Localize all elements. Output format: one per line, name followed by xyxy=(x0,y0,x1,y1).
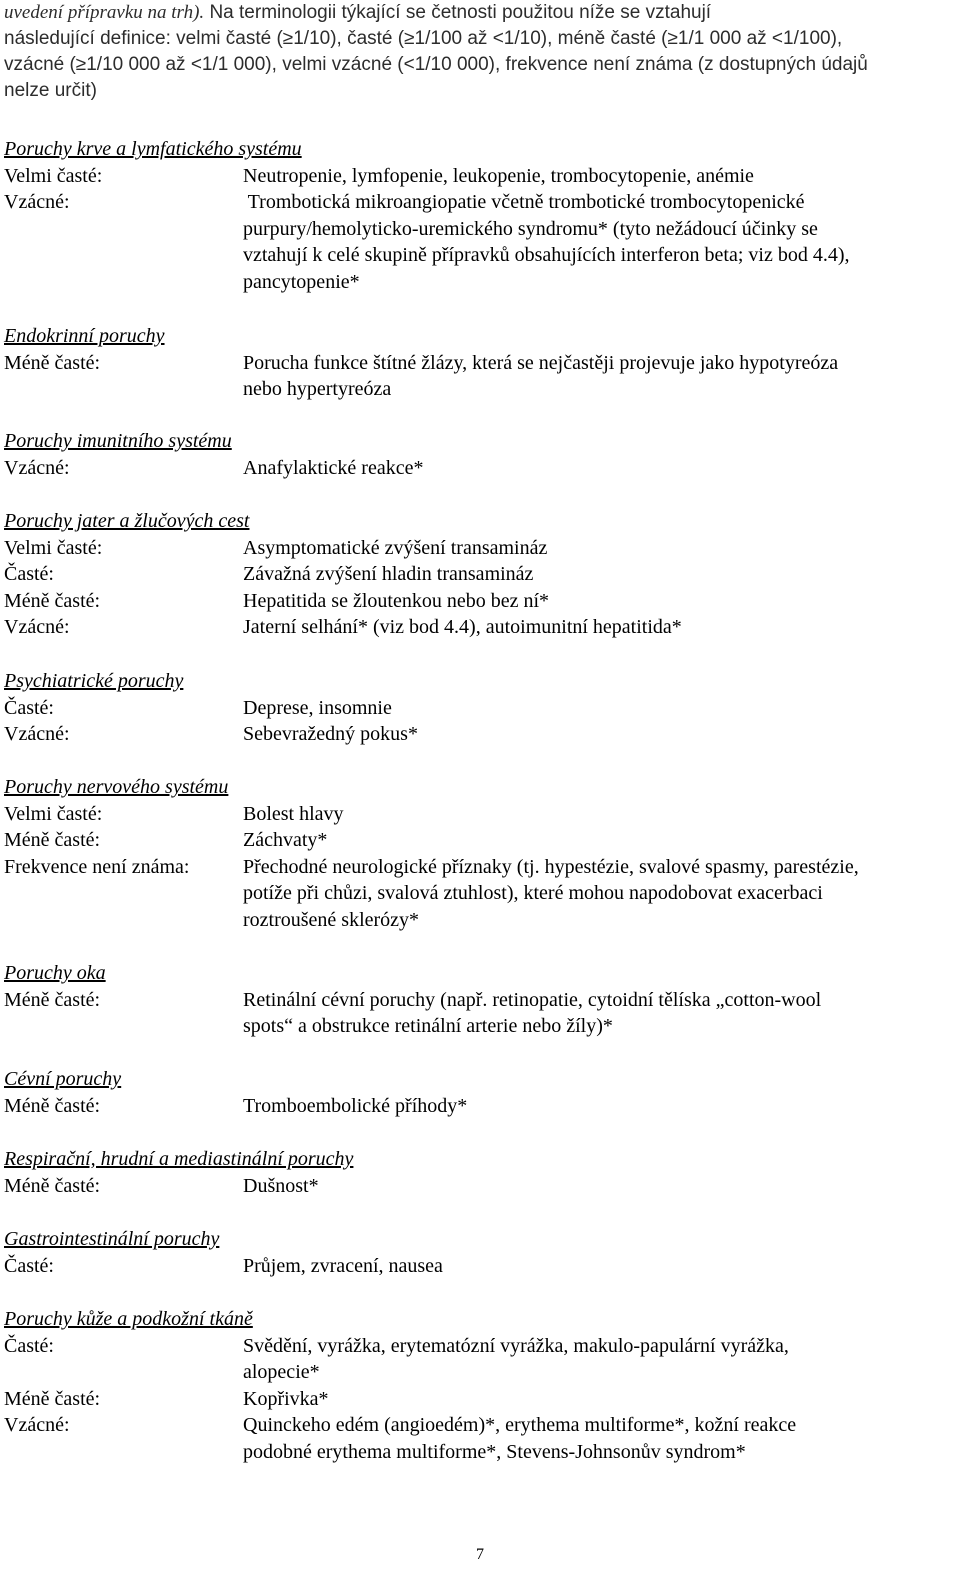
text-line: Deprese, insomnie xyxy=(243,696,392,719)
section-title: Poruchy oka xyxy=(4,962,106,984)
section-title: Cévní poruchy xyxy=(4,1068,122,1090)
page-number: 7 xyxy=(476,1546,484,1563)
frequency-row xyxy=(4,1173,956,1200)
text-line: Přechodné neurologické příznaky (tj. hypestézie, svalové spasmy, parestézie, xyxy=(243,855,859,878)
section-7 xyxy=(4,1066,956,1119)
frequency-label: Velmi časté: xyxy=(4,802,103,825)
frequency-row xyxy=(4,350,956,403)
text-line: spots“ a obstrukce retinální arterie nebo žíly)* xyxy=(243,1015,613,1037)
adverse-effects-text xyxy=(243,1253,956,1280)
frequency-row xyxy=(4,987,956,1040)
text-line: Závažná zvýšení hladin transamináz xyxy=(243,563,534,585)
intro-italic-start: uvedení přípravku na trh). xyxy=(4,2,205,23)
frequency-label: Časté: xyxy=(4,1334,54,1357)
adverse-effects-text xyxy=(243,1173,956,1200)
document-page xyxy=(4,0,956,104)
frequency-row xyxy=(4,189,956,295)
text-line: Quinckeho edém (angioedém)*, erythema multiforme*, kožní reakce xyxy=(243,1414,797,1436)
frequency-row xyxy=(4,1333,956,1386)
section-title: Respirační, hrudní a mediastinální poruchy xyxy=(4,1148,354,1170)
frequency-row xyxy=(4,721,956,748)
frequency-label: Vzácné: xyxy=(4,723,70,745)
frequency-label: Časté: xyxy=(4,563,54,585)
section-title: Poruchy krve a lymfatického systému xyxy=(4,138,302,160)
text-line: Dušnost* xyxy=(243,1174,319,1197)
section-1 xyxy=(4,323,956,403)
section-title: Poruchy jater a žlučových cest xyxy=(4,510,250,532)
frequency-label: Méně časté: xyxy=(4,589,101,612)
adverse-effects-text xyxy=(243,1386,956,1413)
frequency-row xyxy=(4,827,956,854)
section-6 xyxy=(4,960,956,1040)
text-line: vztahují k celé skupině přípravků obsahujících interferon beta; viz bod 4.4), xyxy=(243,244,850,266)
text-line: Bolest hlavy xyxy=(243,802,344,825)
frequency-label: Méně časté: xyxy=(4,351,101,374)
intro-line-1: Na terminologii týkající se četnosti použitou níže se vztahují xyxy=(204,2,712,23)
frequency-row xyxy=(4,535,956,562)
adverse-effects-text xyxy=(243,1412,956,1465)
section-title: Poruchy nervového systému xyxy=(4,776,229,798)
text-line: purpury/hemolyticko-uremického syndromu* (tyto nežádoucí účinky se xyxy=(243,217,818,240)
section-5 xyxy=(4,774,956,933)
section-9 xyxy=(4,1226,956,1279)
adverse-effects-text xyxy=(243,614,956,641)
text-line: Kopřivka* xyxy=(243,1387,329,1410)
section-title: Poruchy imunitního systému xyxy=(4,430,232,452)
frequency-label: Méně časté: xyxy=(4,988,101,1011)
adverse-effects-text xyxy=(243,1093,956,1120)
frequency-row xyxy=(4,1253,956,1280)
text-line: Hepatitida se žloutenkou nebo bez ní* xyxy=(243,589,550,612)
frequency-row xyxy=(4,1386,956,1413)
adverse-effects-text xyxy=(243,854,956,934)
frequency-label: Méně časté: xyxy=(4,1174,101,1197)
intro-line-3: vzácné (≥1/10 000 až <1/1 000), velmi vzácné (<1/10 000), frekvence není známa (z dostupných údajů xyxy=(4,54,868,75)
frequency-label: Velmi časté: xyxy=(4,164,103,187)
frequency-label: Časté: xyxy=(4,696,54,719)
frequency-label: Méně časté: xyxy=(4,1094,101,1117)
text-line: podobné erythema multiforme*, Stevens-Johnsonův syndrom* xyxy=(243,1440,746,1463)
adverse-effects-text xyxy=(243,455,956,482)
text-line: Jaterní selhání* (viz bod 4.4), autoimunitní hepatitida* xyxy=(243,616,682,638)
adverse-effects-text xyxy=(243,163,956,190)
frequency-row xyxy=(4,455,956,482)
text-line: Asymptomatické zvýšení transamináz xyxy=(243,536,548,559)
text-line: Průjem, zvracení, nausea xyxy=(243,1254,443,1277)
text-line: potíže při chůzi, svalová ztuhlost), které mohou napodobovat exacerbaci xyxy=(243,882,823,904)
section-10 xyxy=(4,1306,956,1465)
frequency-label: Vzácné: xyxy=(4,456,70,479)
text-line: Sebevražedný pokus* xyxy=(243,723,418,745)
adverse-effects-text xyxy=(243,827,956,854)
adverse-effects-text xyxy=(243,350,956,403)
frequency-label: Vzácné: xyxy=(4,1414,70,1436)
adverse-effects-text xyxy=(243,561,956,588)
frequency-label: Méně časté: xyxy=(4,829,101,851)
intro-line-2: následující definice: velmi časté (≥1/10), časté (≥1/100 až <1/10), méně časté (≥1/1 000 až <1/100), xyxy=(4,28,843,49)
adverse-effects-text xyxy=(243,695,956,722)
adverse-effects-text xyxy=(243,987,956,1040)
section-title: Psychiatrické poruchy xyxy=(4,670,184,692)
intro-line-4: nelze určit) xyxy=(4,80,97,101)
frequency-label: Velmi časté: xyxy=(4,536,103,559)
frequency-row xyxy=(4,163,956,190)
section-4 xyxy=(4,668,956,748)
section-title: Poruchy kůže a podkožní tkáně xyxy=(4,1308,253,1330)
text-line: Trombotická mikroangiopatie včetně trombotické trombocytopenické xyxy=(243,191,805,213)
frequency-row xyxy=(4,561,956,588)
text-line: Záchvaty* xyxy=(243,829,328,851)
text-line: Neutropenie, lymfopenie, leukopenie, trombocytopenie, anémie xyxy=(243,164,754,187)
text-line: roztroušené sklerózy* xyxy=(243,908,420,931)
adverse-effects-text xyxy=(243,1333,956,1386)
intro-paragraph xyxy=(4,0,956,104)
frequency-label: Vzácné: xyxy=(4,191,70,213)
frequency-row xyxy=(4,588,956,615)
text-line: Tromboembolické příhody* xyxy=(243,1094,468,1117)
text-line: alopecie* xyxy=(243,1361,320,1383)
text-line: pancytopenie* xyxy=(243,270,360,293)
frequency-label: Frekvence není známa: xyxy=(4,855,190,878)
adverse-effects-text xyxy=(243,189,956,295)
section-0 xyxy=(4,136,956,295)
section-3 xyxy=(4,508,956,641)
frequency-label: Méně časté: xyxy=(4,1387,101,1410)
section-title: Endokrinní poruchy xyxy=(4,325,165,347)
text-line: Anafylaktické reakce* xyxy=(243,456,424,479)
frequency-row xyxy=(4,695,956,722)
text-line: Retinální cévní poruchy (např. retinopatie, cytoidní tělíska „cotton-wool xyxy=(243,988,822,1011)
frequency-row xyxy=(4,1412,956,1465)
text-line: Porucha funkce štítné žlázy, která se nejčastěji projevuje jako hypotyreóza xyxy=(243,351,839,374)
frequency-row xyxy=(4,854,956,934)
section-2 xyxy=(4,428,956,481)
adverse-effects-text xyxy=(243,721,956,748)
frequency-label: Vzácné: xyxy=(4,616,70,638)
frequency-row xyxy=(4,1093,956,1120)
adverse-effects-text xyxy=(243,588,956,615)
frequency-label: Časté: xyxy=(4,1254,54,1277)
frequency-row xyxy=(4,614,956,641)
frequency-row xyxy=(4,801,956,828)
section-8 xyxy=(4,1146,956,1199)
section-title: Gastrointestinální poruchy xyxy=(4,1228,220,1250)
text-line: Svědění, vyrážka, erytematózní vyrážka, makulo-papulární vyrážka, xyxy=(243,1334,789,1357)
adverse-effects-text xyxy=(243,801,956,828)
text-line: nebo hypertyreóza xyxy=(243,378,392,400)
adverse-effects-text xyxy=(243,535,956,562)
